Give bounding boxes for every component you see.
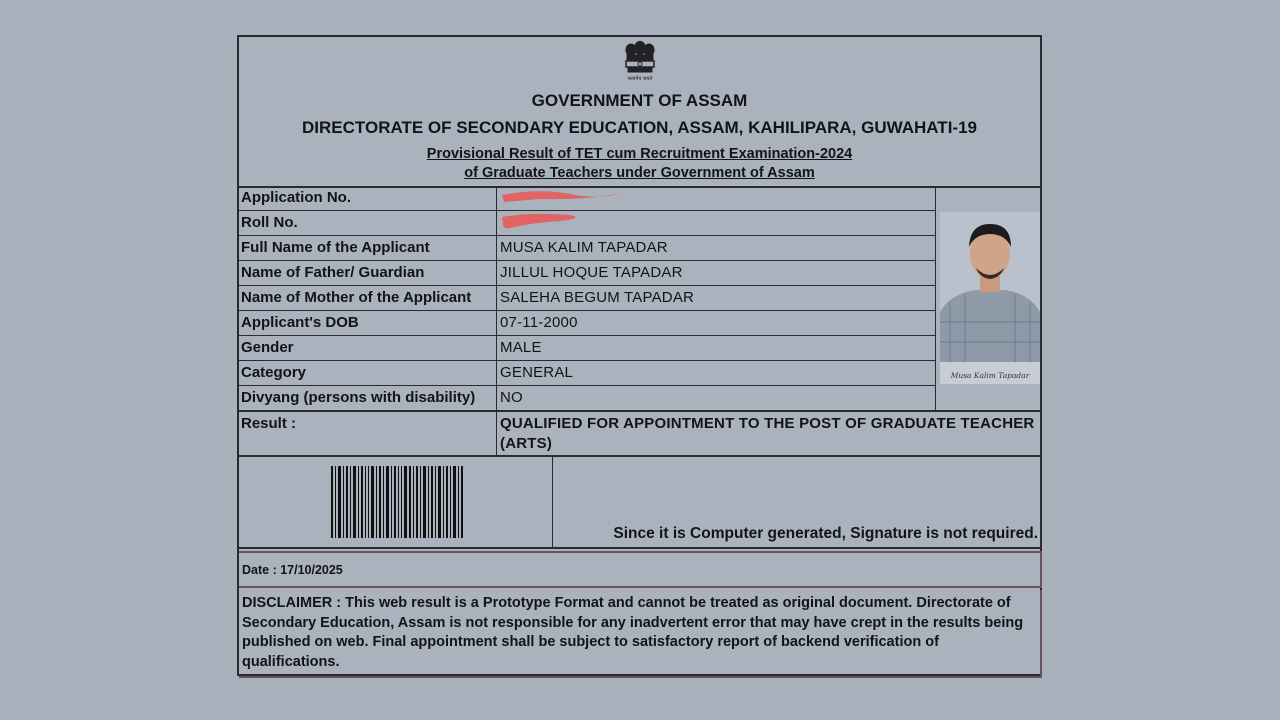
field-value-redacted: [499, 186, 935, 210]
emblem-motto: सत्यमेव जयते: [627, 76, 653, 82]
state-emblem-icon: [621, 41, 659, 83]
field-row-dob: [239, 311, 935, 336]
document-header: [239, 37, 1040, 188]
field-row-application-no: [239, 186, 935, 211]
signature-note: Since it is Computer generated, Signature is not required.: [613, 525, 1038, 542]
directorate-title: DIRECTORATE OF SECONDARY EDUCATION, ASSAM, KAHILIPARA, GUWAHATI-19: [302, 118, 977, 137]
field-value: NO: [500, 389, 523, 406]
field-value: MUSA KALIM TAPADAR: [500, 239, 668, 256]
field-label: Gender: [239, 336, 497, 360]
issue-date: Date : 17/10/2025: [242, 563, 343, 577]
photo-signature: Musa Kalim Tapadar: [950, 371, 1030, 380]
field-row-full-name: [239, 236, 935, 261]
field-row-father-name: [239, 261, 935, 286]
photo-column: [935, 186, 1040, 410]
field-label: Name of Mother of the Applicant: [239, 286, 497, 310]
field-value: GENERAL: [500, 364, 574, 381]
applicant-photo: [940, 212, 1040, 384]
field-value-redacted: [499, 211, 935, 235]
date-box: [239, 551, 1042, 588]
field-row-divyang: [239, 386, 935, 410]
field-value: SALEHA BEGUM TAPADAR: [500, 289, 695, 306]
result-row: [239, 410, 1040, 457]
field-label: Name of Father/ Guardian: [239, 261, 497, 285]
field-label: Applicant's DOB: [239, 311, 497, 335]
field-row-mother-name: [239, 286, 935, 311]
field-value: 07-11-2000: [500, 314, 578, 331]
redaction-mark: [500, 211, 640, 235]
field-label: Divyang (persons with disability): [239, 386, 497, 410]
field-label: Application No.: [239, 186, 497, 210]
disclaimer: DISCLAIMER : This web result is a Prototype Format and cannot be treated as original document. Directorate of Secondary Education, Assam is not responsible for any inadvertent error that may have crept in the results being published on web. Final appointment shall be subject to satisfactory report of backend verification of qualifications.: [239, 590, 1042, 678]
result-value: QUALIFIED FOR APPOINTMENT TO THE POST OF GRADUATE TEACHER (ARTS): [500, 415, 1035, 452]
result-title-line1: Provisional Result of TET cum Recruitment Examination-2024: [426, 146, 853, 162]
field-label: Category: [239, 361, 497, 385]
barcode-box: [239, 457, 553, 547]
barcode: [331, 466, 463, 538]
field-label: Full Name of the Applicant: [239, 236, 497, 260]
field-value: MALE: [500, 339, 542, 356]
field-row-gender: [239, 336, 935, 361]
government-title: GOVERNMENT OF ASSAM: [531, 91, 748, 110]
redaction-mark: [500, 186, 640, 210]
barcode-section: [239, 457, 1040, 549]
field-row-category: [239, 361, 935, 386]
result-title-line2: of Graduate Teachers under Government of Assam: [464, 165, 815, 181]
field-value: JILLUL HOQUE TAPADAR: [500, 264, 683, 281]
field-label: Roll No.: [239, 211, 497, 235]
result-document: [237, 35, 1042, 676]
field-row-roll-no: [239, 211, 935, 236]
result-label: Result :: [239, 412, 497, 455]
